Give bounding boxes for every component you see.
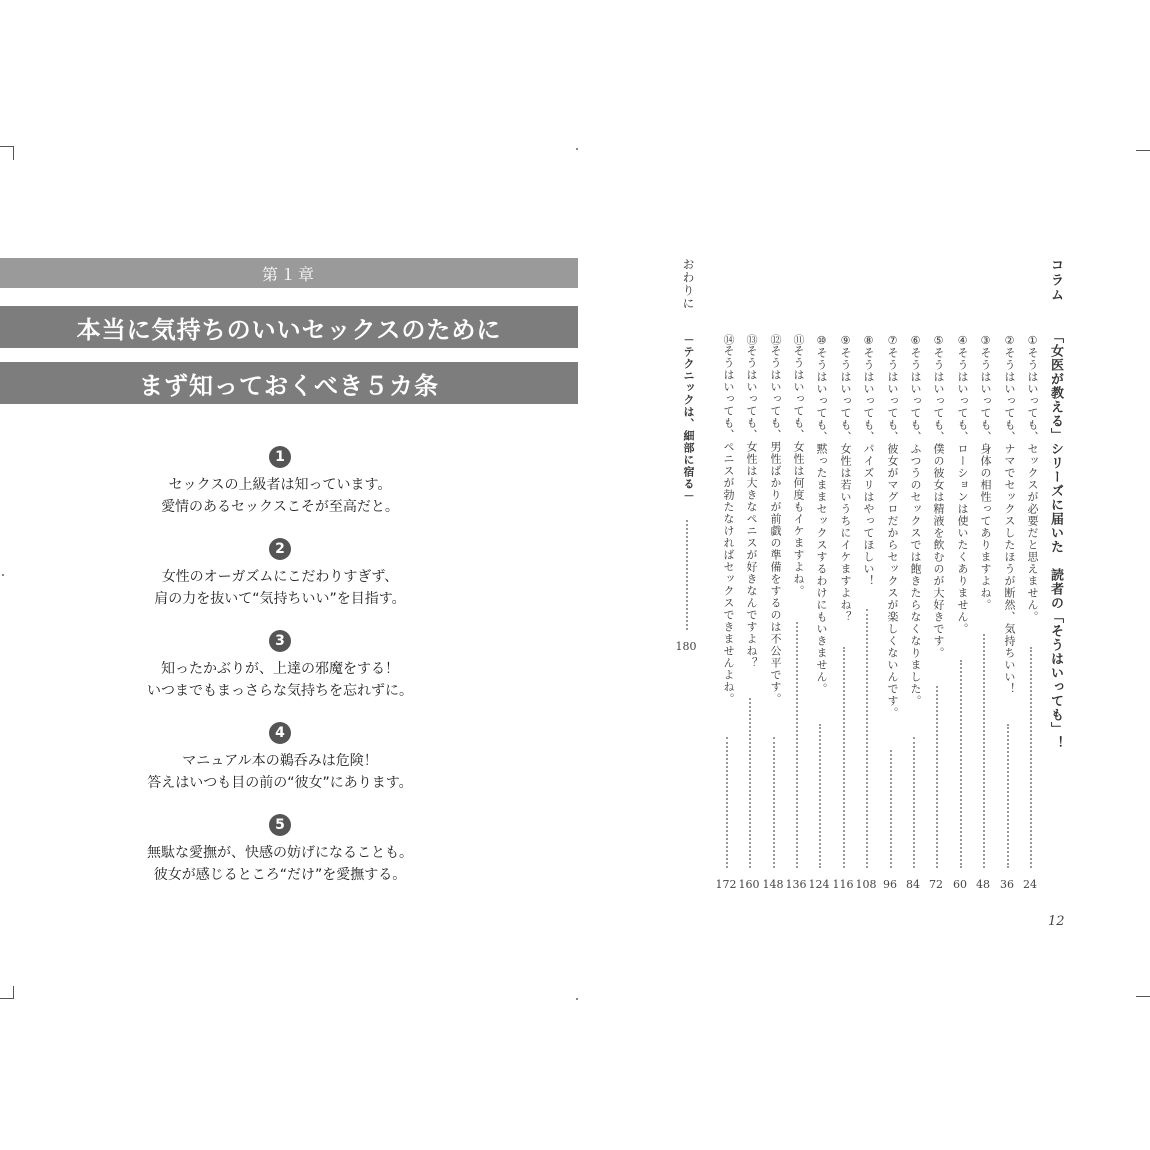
toc-item-text: そうはいっても、男性ばかりが前戯の準備をするのは不公平です。 bbox=[769, 345, 782, 705]
toc-item[interactable] bbox=[767, 334, 783, 705]
rule-text-line: 肩の力を抜いて“気持ちいい”を目指す。 bbox=[154, 591, 406, 607]
page-folio: 12 bbox=[1048, 914, 1065, 929]
toc-item[interactable] bbox=[720, 334, 736, 705]
toc-item-text: そうはいっても、僕の彼女は精液を飲むのが大好きです。 bbox=[932, 347, 945, 659]
toc-item[interactable] bbox=[930, 334, 946, 659]
toc-item[interactable] bbox=[977, 334, 993, 611]
toc-item[interactable] bbox=[813, 334, 829, 695]
leader-dots bbox=[960, 660, 962, 868]
toc-page-number: 124 bbox=[808, 878, 830, 891]
toc-page-number: 48 bbox=[976, 878, 990, 891]
toc-page-number: 72 bbox=[929, 878, 943, 891]
rule-text-line: いつまでもまっさらな気持ちを忘れずに。 bbox=[147, 683, 413, 699]
toc-item-text: そうはいっても、身体の相性ってありますよね。 bbox=[979, 347, 992, 611]
rule-number-badge: 3 bbox=[269, 630, 291, 652]
crop-mark-bottom-left bbox=[13, 986, 14, 999]
toc-item-text: そうはいっても、女性は何度もイケますよね。 bbox=[792, 345, 805, 597]
ending-label: おわりに bbox=[681, 258, 695, 310]
toc-item-text: そうはいっても、ペニスが勃たなければセックスできませんよね。 bbox=[722, 345, 735, 705]
toc-item[interactable] bbox=[860, 334, 876, 587]
toc-item-number: ④ bbox=[956, 334, 969, 347]
toc-item[interactable] bbox=[954, 334, 970, 635]
toc-item-number: ⑩ bbox=[815, 334, 828, 347]
crop-mark-bottom-right bbox=[1136, 996, 1150, 997]
leader-dots bbox=[913, 737, 915, 868]
toc-page-number: 24 bbox=[1023, 878, 1037, 891]
toc-item[interactable] bbox=[1024, 334, 1040, 623]
crop-mark-top-right bbox=[1136, 150, 1150, 151]
toc-item-number: ③ bbox=[979, 334, 992, 347]
rule-text-line: 愛情のあるセックスこそが至高だと。 bbox=[161, 499, 399, 515]
register-dot bbox=[2, 574, 4, 576]
rule-text-line: 無駄な愛撫が、快感の妨げになることも。 bbox=[147, 845, 413, 861]
leader-dots bbox=[773, 737, 775, 868]
rule-text-line: マニュアル本の鵜呑みは危険！ bbox=[182, 753, 378, 769]
rule-text-line: 知ったかぶりが、上達の邪魔をする！ bbox=[161, 661, 399, 677]
leader-dots bbox=[843, 647, 845, 868]
toc-page-number: 84 bbox=[906, 878, 920, 891]
toc-item-text: そうはいっても、黙ったままセックスするわけにもいきません。 bbox=[815, 347, 828, 695]
toc-item-number: ⑭ bbox=[722, 334, 735, 345]
toc-page-number: 172 bbox=[715, 878, 737, 891]
rule-number-badge: 1 bbox=[269, 446, 291, 468]
toc-item[interactable] bbox=[907, 334, 923, 707]
toc-item-number: ⑤ bbox=[932, 334, 945, 347]
toc-item-text: そうはいっても、パイズリはやってほしい！ bbox=[862, 347, 875, 587]
rule-item bbox=[100, 814, 460, 886]
toc-item[interactable] bbox=[884, 334, 900, 719]
leader-dots bbox=[796, 622, 798, 868]
toc-item-number: ⑫ bbox=[769, 334, 782, 345]
leader-dots bbox=[936, 686, 938, 868]
toc-item-text: そうはいっても、ナマでセックスしたほうが断然、気持ちいい！ bbox=[1003, 347, 1016, 695]
rule-text-line: 答えはいつも目の前の“彼女”にあります。 bbox=[147, 775, 413, 791]
leader-dots bbox=[890, 750, 892, 868]
series-title: 「女医が教える」シリーズに届いた 読者の「そうはいっても」！ bbox=[1048, 330, 1063, 750]
register-dot bbox=[576, 998, 578, 1000]
rule-item bbox=[100, 446, 460, 518]
toc-item-number: ① bbox=[1026, 334, 1039, 347]
toc-page-number: 36 bbox=[1000, 878, 1014, 891]
leader-dots bbox=[749, 698, 751, 868]
leader-dots bbox=[726, 737, 728, 868]
rule-text-line: セックスの上級者は知っています。 bbox=[168, 477, 392, 493]
leader-dots bbox=[1030, 647, 1032, 868]
leader-dots bbox=[819, 724, 821, 868]
chapter-label: 第１章 bbox=[0, 258, 578, 288]
toc-item-number: ⑧ bbox=[862, 334, 875, 347]
rule-item bbox=[100, 538, 460, 610]
toc-item-text: そうはいっても、ローションは使いたくありません。 bbox=[956, 347, 969, 635]
rule-text-line: 女性のオーガズムにこだわりすぎず、 bbox=[161, 569, 399, 585]
chapter-title-line-1: 本当に気持ちのいいセックスのために bbox=[0, 306, 578, 348]
toc-item-text: そうはいっても、彼女がマグロだからセックスが楽しくないんです。 bbox=[886, 347, 899, 719]
toc-page-number: 96 bbox=[883, 878, 897, 891]
column-heading: コラム bbox=[1048, 258, 1063, 303]
rule-number-badge: 2 bbox=[269, 538, 291, 560]
rule-number-badge: 4 bbox=[269, 722, 291, 744]
leader-dots bbox=[983, 634, 985, 868]
toc-item[interactable] bbox=[743, 334, 759, 669]
toc-page-number: 136 bbox=[785, 878, 807, 891]
chapter-title-line-2: まず知っておくべき５カ条 bbox=[0, 362, 578, 404]
rule-number-badge: 5 bbox=[269, 814, 291, 836]
toc-item-number: ⑬ bbox=[745, 334, 758, 345]
toc-item-number: ⑥ bbox=[909, 334, 922, 347]
toc-item-text: そうはいっても、ふつうのセックスでは飽きたらなくなりました。 bbox=[909, 347, 922, 707]
crop-mark-top-left bbox=[13, 146, 14, 160]
toc-item[interactable] bbox=[837, 334, 853, 623]
toc-item-number: ⑪ bbox=[792, 334, 805, 345]
toc-page-number: 160 bbox=[738, 878, 760, 891]
toc-item-text: そうはいっても、女性は若いうちにイケますよね？ bbox=[839, 347, 852, 623]
toc-page-number: 148 bbox=[762, 878, 784, 891]
leader-dots bbox=[866, 609, 868, 868]
toc-page-number: 60 bbox=[953, 878, 967, 891]
toc-item-text: そうはいっても、女性は大きなペニスが好きなんですよね？ bbox=[745, 345, 758, 669]
leader-dots bbox=[686, 520, 688, 630]
toc-item-number: ② bbox=[1003, 334, 1016, 347]
toc-page-number: 116 bbox=[832, 878, 854, 891]
five-rules-list bbox=[100, 446, 460, 906]
toc-item[interactable] bbox=[790, 334, 806, 597]
leader-dots bbox=[1007, 724, 1009, 868]
rule-item bbox=[100, 722, 460, 794]
crop-mark-top-left bbox=[0, 146, 14, 147]
toc-page-number: 108 bbox=[855, 878, 877, 891]
ending-page-number: 180 bbox=[675, 640, 697, 653]
rule-text-line: 彼女が感じるところ“だけ”を愛撫する。 bbox=[153, 867, 407, 883]
toc-item[interactable] bbox=[1001, 334, 1017, 695]
register-dot bbox=[576, 148, 578, 150]
toc-item-text: そうはいっても、セックスが必要だと思えません。 bbox=[1026, 347, 1039, 623]
toc-item-number: ⑦ bbox=[886, 334, 899, 347]
ending-subtitle: －テクニックは、細部に宿る－ bbox=[682, 334, 695, 502]
crop-mark-bottom-left bbox=[0, 998, 14, 999]
rule-item bbox=[100, 630, 460, 702]
toc-item-number: ⑨ bbox=[839, 334, 852, 347]
